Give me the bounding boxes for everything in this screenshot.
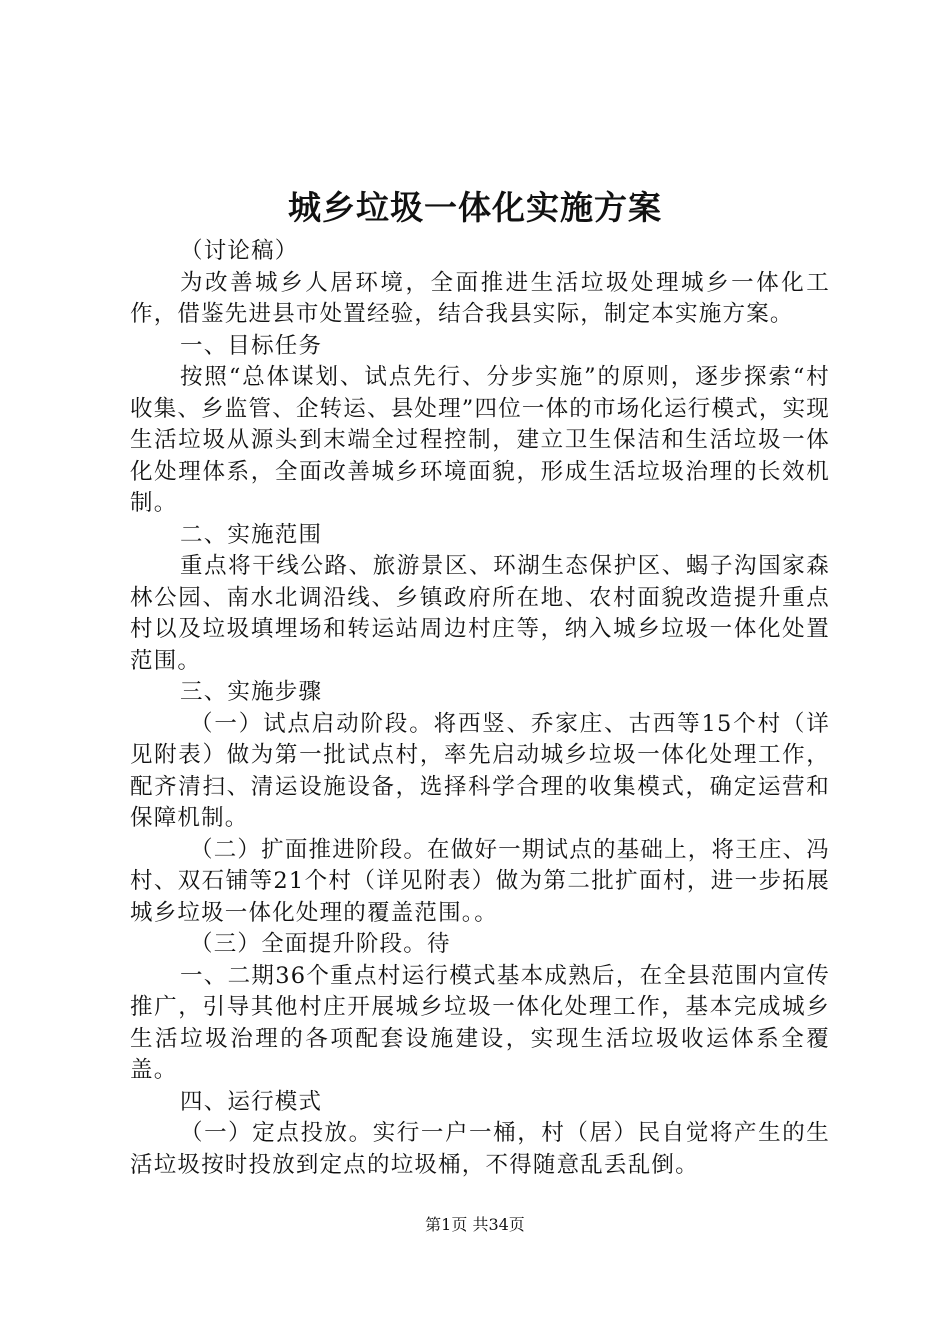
section-heading-operation: 四、运行模式 [180,1088,323,1115]
page-number-footer: 第1页 共34页 [425,1215,525,1234]
paragraph-step-two: （二）扩面推进阶段。在做好一期试点的基础上，将王庄、冯村、双石铺等21个村（详见附表）做为第二批扩面村，进一步拓展城乡垃圾一体化处理的覆盖范围。。 [130,836,830,926]
paragraph-goals: 按照“总体谋划、试点先行、分步实施”的原则，逐步探索“村收集、乡监管、企转运、县处理”四位一体的市场化运行模式，实现生活垃圾从源头到末端全过程控制，建立卫生保洁和生活垃圾一体化处理体系，全面改善城乡环境面貌，形成生活垃圾治理的长效机制。 [130,364,831,516]
draft-label: （讨论稿） [180,238,299,264]
paragraph-step-one: （一）试点启动阶段。将西竖、乔家庄、古西等15个村（详见附表）做为第一批试点村，率先启动城乡垃圾一体化处理工作，配齐清扫、清运设施设备，选择科学合理的收集模式，确定运营和保障机制。 [130,710,830,831]
section-heading-steps: 三、实施步骤 [180,679,323,705]
paragraph-step-three: 一、二期36个重点村运行模式基本成熟后，在全县范围内宣传推广，引导其他村庄开展城乡垃圾一体化处理工作，基本完成城乡生活垃圾治理的各项配套设施建设，实现生活垃圾收运体系全覆盖。 [130,962,830,1083]
section-heading-goals: 一、目标任务 [180,332,323,359]
section-heading-scope: 二、实施范围 [180,521,323,548]
document-title: 城乡垃圾一体化实施方案 [288,188,662,227]
paragraph-intro: 为改善城乡人居环境，全面推进生活垃圾处理城乡一体化工作，借鉴先进县市处置经验，结合我县实际，制定本实施方案。 [130,269,830,327]
paragraph-step-three-heading: （三）全面提升阶段。待 [190,931,451,957]
paragraph-scope: 重点将干线公路、旅游景区、环湖生态保护区、蝎子沟国家森林公园、南水北调沿线、乡镇政府所在地、农村面貌改造提升重点村以及垃圾填埋场和转运站周边村庄等，纳入城乡垃圾一体化处置范围。 [130,553,830,674]
document-body [130,236,830,1181]
paragraph-operation-one: （一）定点投放。实行一户一桶，村（居）民自觉将产生的生活垃圾按时投放到定点的垃圾桶，不得随意乱丢乱倒。 [130,1120,830,1178]
